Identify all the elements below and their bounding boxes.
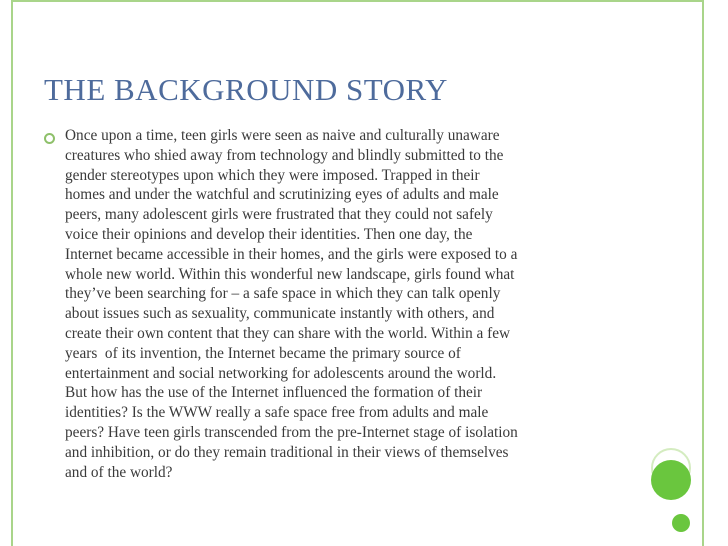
body-line: peers? Have teen girls transcended from the pre-Internet stage of isolation bbox=[65, 423, 518, 441]
body-line: about issues such as sexuality, communicate instantly with others, and bbox=[65, 305, 495, 323]
body-line: and of the world? bbox=[65, 463, 173, 481]
slide-title: THE BACKGROUND STORY bbox=[44, 72, 448, 107]
slide-body-text bbox=[65, 126, 630, 482]
body-line: voice their opinions and develop their identities. Then one day, the bbox=[65, 225, 473, 243]
body-line: entertainment and social networking for adolescents around the world. bbox=[65, 364, 497, 382]
frame-top-border bbox=[11, 0, 704, 2]
body-line: whole new world. Within this wonderful new landscape, girls found what bbox=[65, 265, 515, 283]
frame-left-border bbox=[11, 0, 13, 546]
body-line: Once upon a time, teen girls were seen as naive and culturally unaware bbox=[65, 127, 500, 144]
body-line: and inhibition, or do they remain traditional in their views of themselves bbox=[65, 443, 509, 461]
body-line: homes and under the watchful and scrutinizing eyes of adults and male bbox=[65, 186, 499, 204]
hollow-circle-bullet-icon bbox=[44, 133, 55, 144]
decor-green-circle-icon bbox=[651, 460, 691, 500]
frame-right-border bbox=[702, 0, 704, 546]
body-line: peers, many adolescent girls were frustrated that they could not safely bbox=[65, 206, 493, 224]
body-line: identities? Is the WWW really a safe space free from adults and male bbox=[65, 404, 489, 422]
body-line: gender stereotypes upon which they were imposed. Trapped in their bbox=[65, 166, 480, 184]
body-line: years of its invention, the Internet became the primary source of bbox=[65, 344, 461, 362]
body-line: creatures who shied away from technology and blindly submitted to the bbox=[65, 146, 504, 164]
body-line: Internet became accessible in their homes, and the girls were exposed to a bbox=[65, 245, 518, 263]
body-line: But how has the use of the Internet influenced the formation of their bbox=[65, 384, 483, 402]
body-line: they’ve been searching for – a safe space in which they can talk openly bbox=[65, 285, 501, 303]
body-line: create their own content that they can share with the world. Within a few bbox=[65, 324, 511, 342]
decor-small-green-circle-icon bbox=[672, 514, 690, 532]
